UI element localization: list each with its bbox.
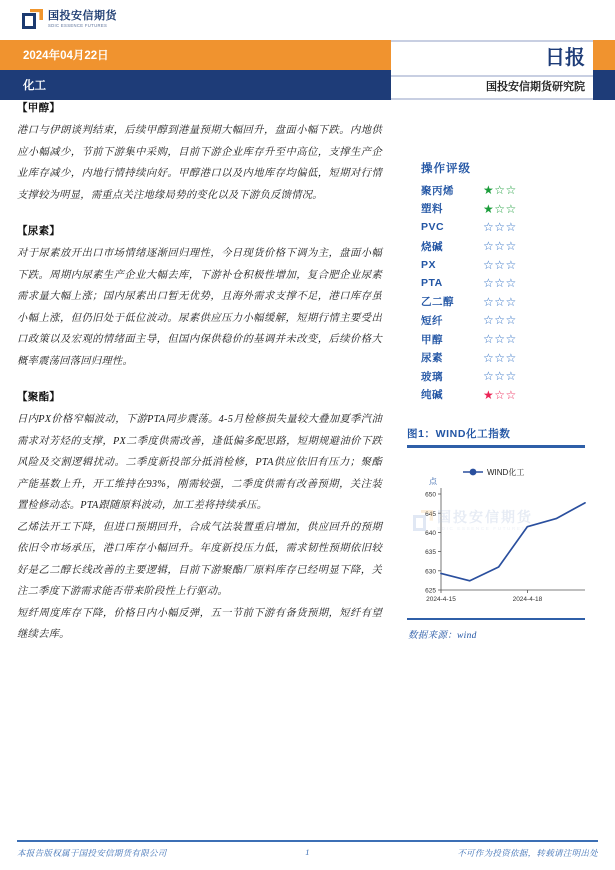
rating-stars: ☆☆☆ — [483, 294, 517, 309]
wind-chemical-index-chart — [407, 450, 593, 618]
section-title: 【甲醇】 — [17, 102, 61, 114]
report-category: 化工 — [23, 80, 46, 92]
figure-title: 图1：WIND化工指数 — [407, 428, 511, 441]
brand-logo — [22, 9, 117, 30]
figure-rule-top — [407, 445, 585, 448]
section-polyester — [17, 389, 382, 646]
rating-product-name: 玻璃 — [421, 370, 443, 383]
svg-text:点: 点 — [429, 476, 437, 486]
brand-name-cn: 国投安信期货 — [48, 10, 117, 23]
sidebar-column — [400, 160, 600, 641]
rating-stars: ★☆☆ — [483, 387, 517, 402]
section-title: 【尿素】 — [17, 225, 61, 237]
report-header — [0, 40, 615, 100]
section-paragraph: 港口与伊朗谈判结束，后续甲醇到港量预期大幅回升，盘面小幅下跌。内地供应小幅减少，节前下游集中采购，目前下游企业库存升至中高位，支撑生产企业库存减少，内地行情持续向好。甲醇港口以及内地库存均偏低，短期对行情支撑较为明显，需重点关注地缘局势的变化以及下游负反馈情况。 — [17, 125, 382, 201]
rating-row — [421, 255, 600, 274]
ratings-table — [400, 181, 600, 404]
logo-bar — [0, 0, 615, 40]
rating-row — [421, 274, 600, 293]
rating-stars: ☆☆☆ — [483, 220, 517, 235]
research-institute: 国投安信期货研究院 — [486, 81, 585, 93]
rating-product-name: 烧碱 — [421, 240, 443, 253]
section-urea — [17, 223, 382, 372]
rating-product-name: 纯碱 — [421, 389, 443, 402]
rating-stars: ★☆☆ — [483, 183, 517, 198]
rating-row — [421, 367, 600, 386]
rating-stars: ☆☆☆ — [483, 332, 517, 347]
page-footer — [0, 840, 615, 861]
rating-stars: ☆☆☆ — [483, 369, 517, 384]
svg-text:650: 650 — [425, 491, 436, 499]
report-date: 2024年04月22日 — [23, 50, 109, 62]
rating-stars: ☆☆☆ — [483, 313, 517, 328]
rating-product-name: PTA — [421, 277, 443, 290]
svg-text:630: 630 — [425, 568, 436, 576]
header-rule-top — [391, 40, 593, 42]
brand-logo-text — [48, 11, 117, 28]
rating-stars: ★☆☆ — [483, 201, 517, 216]
rating-row — [421, 311, 600, 330]
footer-rule — [17, 840, 598, 842]
article-column — [17, 100, 382, 646]
section-paragraph: 日内PX价格窄幅波动，下游PTA同步震荡。4-5月检修损失量较大叠加夏季汽油需求对芳烃的支撑，PX二季度供需改善，逢低偏多配思路，短期规避油价下跌风险及交割逻辑扰动。二季度新投部分抵消检修，PTA供应依旧有压力；聚酯产能基数上升，开工维持在93%，刚需较强，二季度供需有改善预期，关注装置检修动态。PTA跟随原料波动，加工差将持续承压。 — [17, 414, 382, 511]
watermark-name-en: SDIC ESSENCE FUTURES — [437, 525, 527, 531]
rating-row — [421, 386, 600, 405]
section-title: 【聚酯】 — [17, 391, 61, 403]
rating-row — [421, 237, 600, 256]
chart-canvas — [407, 450, 593, 618]
rating-row — [421, 330, 600, 349]
rating-product-name: 短纤 — [421, 314, 443, 327]
svg-text:645: 645 — [425, 510, 436, 518]
brand-name-en: SDIC ESSENCE FUTURES — [48, 22, 108, 28]
svg-text:635: 635 — [425, 548, 436, 556]
rating-product-name: PVC — [421, 221, 445, 234]
footer-copyright: 本报告版权属于国投安信期货有限公司 — [17, 847, 167, 858]
report-type: 日报 — [545, 47, 585, 69]
rating-product-name: 聚丙烯 — [421, 184, 454, 197]
section-methanol — [17, 100, 382, 206]
ratings-table-title: 操作评级 — [421, 163, 471, 175]
section-paragraph: 乙烯法开工下降，但进口预期回升，合成气法装置重启增加，供应回升的预期依旧令市场承压，港口库存小幅回升。年度新投压力低，需求韧性预期依旧较好是乙二醇长线改善的主要逻辑，目前下游聚酯厂原料库存已经明显下降，关注二季度下游需求能否带来阶段性上行驱动。 — [17, 521, 382, 597]
svg-text:625: 625 — [425, 587, 436, 595]
rating-stars: ☆☆☆ — [483, 276, 517, 291]
rating-row — [421, 293, 600, 312]
rating-product-name: 乙二醇 — [421, 296, 454, 309]
rating-row — [421, 181, 600, 200]
svg-text:640: 640 — [425, 529, 436, 537]
figure-source: 数据来源：wind — [408, 631, 477, 642]
rating-stars: ☆☆☆ — [483, 239, 517, 254]
watermark-name-cn: 国投安信期货 — [437, 508, 533, 525]
rating-product-name: 塑料 — [421, 203, 443, 216]
rating-stars: ☆☆☆ — [483, 257, 517, 272]
rating-row — [421, 348, 600, 367]
svg-text:2024-4-15: 2024-4-15 — [426, 595, 456, 603]
header-title-card — [391, 40, 593, 100]
footer-disclaimer: 不可作为投资依据，转载请注明出处 — [457, 847, 598, 858]
footer-page-number: 1 — [305, 846, 310, 857]
svg-text:2024-4-18: 2024-4-18 — [512, 595, 543, 603]
rating-product-name: PX — [421, 258, 437, 271]
rating-stars: ☆☆☆ — [483, 350, 517, 365]
svg-text:WIND化工: WIND化工 — [487, 467, 525, 477]
rating-product-name: 甲醇 — [421, 333, 443, 346]
section-paragraph: 对于尿素放开出口市场情绪逐渐回归理性，今日现货价格下调为主，盘面小幅下跌。周期内尿素生产企业大幅去库，下游补仓积极性增加，复合肥企业尿素需求量大幅上涨；国内尿素出口暂无优势，且海外需求支撑不足，港口库存虽小幅上涨，但仍旧处于低位波动。尿素供应压力小幅缓解，短期行情主要受出口政策以及宏观的情绪面主导，但国内保供稳价的基调并未改变，后续价格大概率震荡回落回归理性。 — [17, 248, 382, 367]
report-body — [0, 100, 615, 835]
rating-row — [421, 200, 600, 219]
rating-row — [421, 218, 600, 237]
section-paragraph: 短纤周度库存下降，价格日内小幅反弹，五一节前下游有备货预期，短纤有望继续去库。 — [17, 607, 382, 640]
company-logo-icon — [22, 9, 43, 30]
rating-product-name: 尿素 — [421, 352, 443, 365]
